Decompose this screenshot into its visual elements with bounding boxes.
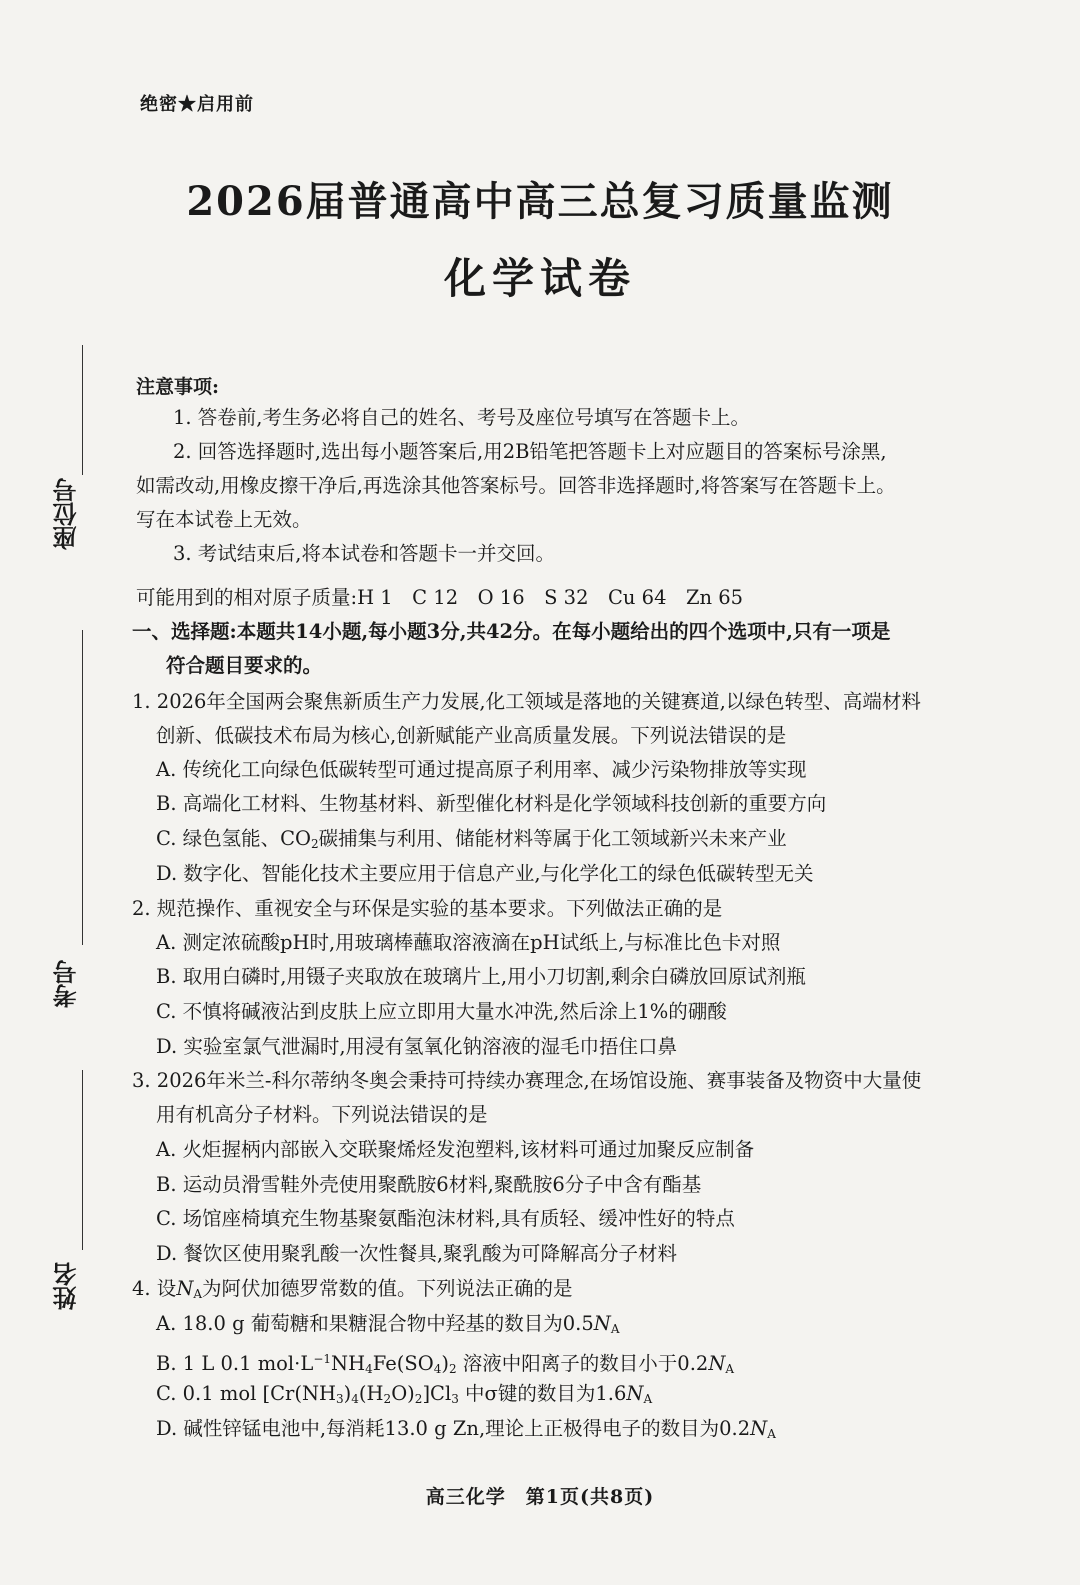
q4-option-b: B. 1 L 0.1 $mol\cdot L^{-1}NH_4Fe(SO_4)_2$ 溶液中阳离子的数目小于$0.2N_A$ [156, 1352, 735, 1376]
q4-option-a: A. 18.0 g 葡萄糖和果糖混合物中羟基的数目为$0.5N_A$ [156, 1312, 620, 1336]
q4-option-d: D. 碱性锌锰电池中,每消耗13.0 g Zn,理论上正极得电子的数目为$0.2N_A$ [156, 1417, 776, 1441]
q3-option-c: C. 场馆座椅填充生物基聚氨酯泡沫材料,具有质轻、缓冲性好的特点 [156, 1207, 735, 1230]
q1-option-a: A. 传统化工向绿色低碳转型可通过提高原子利用率、减少污染物排放等实现 [156, 758, 807, 781]
notice-item: 3. 考试结束后,将本试卷和答题卡一并交回。 [173, 542, 556, 565]
q3-stem: 3. 2026年米兰-科尔蒂纳冬奥会秉持可持续办赛理念,在场馆设施、赛事装备及物资中大量使 [132, 1069, 922, 1092]
q1-option-c: C. 绿色氢能、$CO_2$碳捕集与利用、储能材料等属于化工领域新兴未来产业 [156, 827, 787, 851]
q4-option-c: C. 0.1 mol $[Cr(NH_3)_4(H_2O)_2]Cl_3$ 中σ键的数目为$1.6N_A$ [156, 1382, 653, 1406]
seat-line [82, 345, 83, 475]
name-label: 姓名 [52, 1262, 81, 1310]
q2-option-c: C. 不慎将碱液沾到皮肤上应立即用大量水冲洗,然后涂上1%的硼酸 [156, 1000, 727, 1023]
notice-title: 注意事项: [136, 376, 220, 398]
q1-stem: 1. 2026年全国两会聚焦新质生产力发展,化工领域是落地的关键赛道,以绿色转型、高端材料 [132, 690, 921, 713]
q3-option-d: D. 餐饮区使用聚乳酸一次性餐具,聚乳酸为可降解高分子材料 [156, 1242, 678, 1265]
q3-option-b: B. 运动员滑雪鞋外壳使用聚酰胺6材料,聚酰胺6分子中含有酯基 [156, 1173, 702, 1196]
seat-label: 座位号 [52, 478, 81, 550]
q1-stem-cont: 创新、低碳技术布局为核心,创新赋能产业高质量发展。下列说法错误的是 [156, 724, 787, 747]
q2-option-d: D. 实验室氯气泄漏时,用浸有氢氧化钠溶液的湿毛巾捂住口鼻 [156, 1035, 678, 1058]
q2-option-a: A. 测定浓硫酸pH时,用玻璃棒蘸取溶液滴在pH试纸上,与标准比色卡对照 [156, 931, 781, 954]
name-line [82, 1070, 83, 1250]
q1-option-b: B. 高端化工材料、生物基材料、新型催化材料是化学领域科技创新的重要方向 [156, 792, 827, 815]
notice-item: 1. 答卷前,考生务必将自己的姓名、考号及座位号填写在答题卡上。 [173, 406, 751, 429]
section-heading: 一、选择题:本题共14小题,每小题3分,共42分。在每小题给出的四个选项中,只有一项是 [132, 620, 891, 643]
exam-number-line [82, 630, 83, 945]
notice-item: 如需改动,用橡皮擦干净后,再选涂其他答案标号。回答非选择题时,将答案写在答题卡上。 [136, 474, 896, 497]
exam-title: 2026届普通高中高三总复习质量监测 [186, 178, 894, 225]
page-footer: 高三化学 第1页(共8页) [425, 1486, 655, 1508]
q2-option-b: B. 取用白磷时,用镊子夹取放在玻璃片上,用小刀切割,剩余白磷放回原试剂瓶 [156, 965, 806, 988]
confidential-mark: 绝密★启用前 [140, 94, 254, 115]
q1-option-d: D. 数字化、智能化技术主要应用于信息产业,与化学化工的绿色低碳转型无关 [156, 862, 814, 885]
exam-subject: 化学试卷 [443, 254, 636, 303]
section-heading-cont: 符合题目要求的。 [166, 654, 323, 677]
notice-item: 写在本试卷上无效。 [136, 508, 312, 531]
q3-stem-cont: 用有机高分子材料。下列说法错误的是 [156, 1103, 488, 1126]
q3-option-a: A. 火炬握柄内部嵌入交联聚烯烃发泡塑料,该材料可通过加聚反应制备 [156, 1138, 755, 1161]
notice-item: 2. 回答选择题时,选出每小题答案后,用2B铅笔把答题卡上对应题目的答案标号涂黑, [173, 440, 887, 463]
q2-stem: 2. 规范操作、重视安全与环保是实验的基本要求。下列做法正确的是 [132, 897, 723, 920]
exam-number-label: 考号 [52, 960, 81, 1008]
atomic-masses: 可能用到的相对原子质量:H 1 C 12 O 16 S 32 Cu 64 Zn 65 [136, 586, 744, 609]
q4-stem: 4. 设$N_A$为阿伏加德罗常数的值。下列说法正确的是 [132, 1277, 573, 1301]
